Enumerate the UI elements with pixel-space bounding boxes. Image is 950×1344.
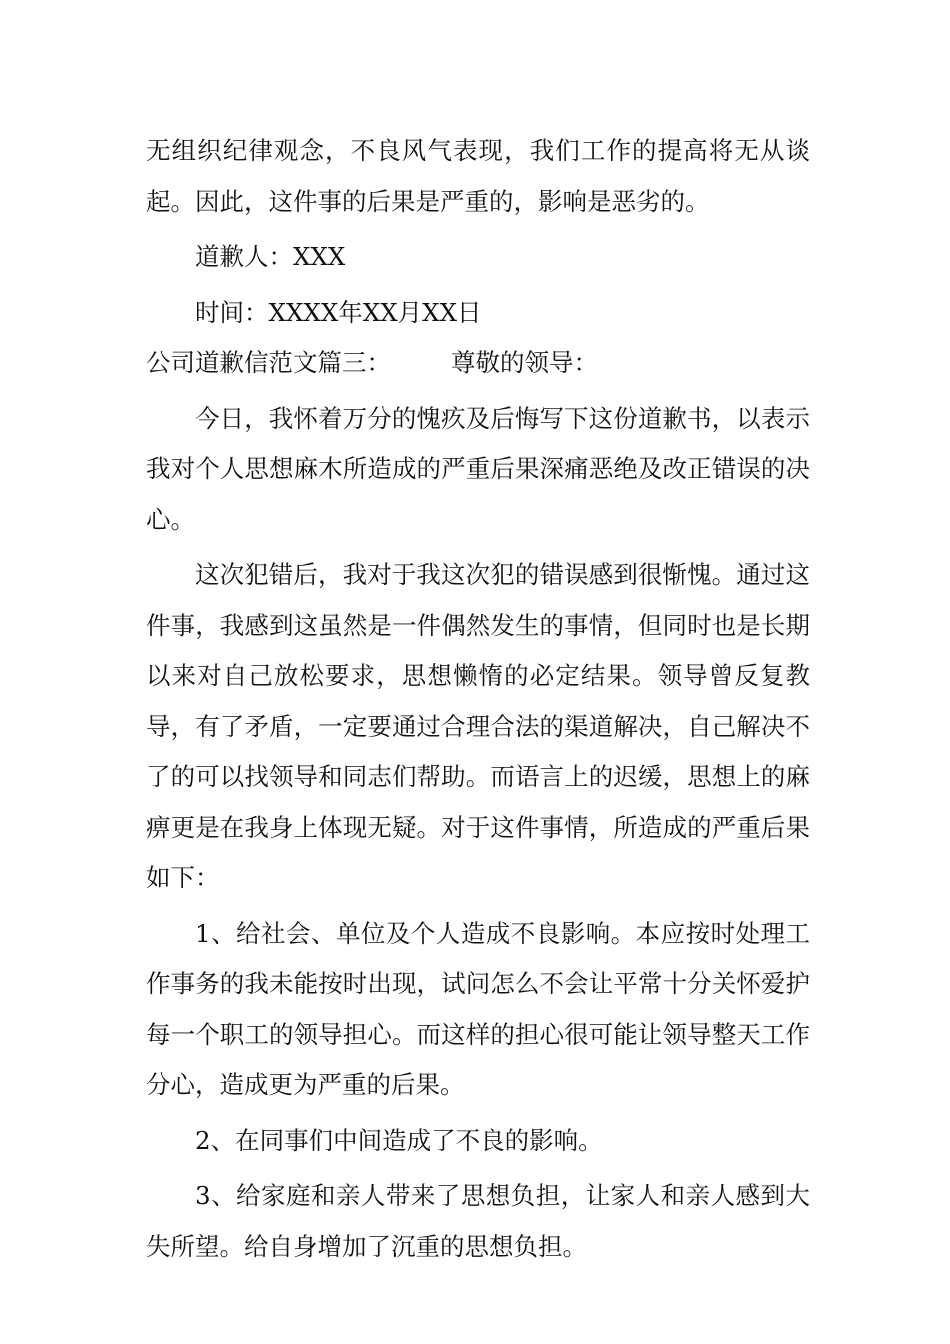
paragraph-continuation: 无组织纪律观念，不良风气表现，我们工作的提高将无从谈起。因此，这件事的后果是严重的，影响是恶劣的。: [146, 136, 810, 216]
signer-line: 道歉人：XXX: [195, 242, 346, 271]
list-item-1: 1、给社会、单位及个人造成不良影响。本应按时处理工作事务的我未能按时出现，试问怎么不会让平常十分关怀爱护每一个职工的领导担心。而这样的担心很可能让领导整天工作分心，造成更为严重的后果。: [146, 918, 810, 1099]
paragraph-intro: 今日，我怀着万分的愧疚及后悔写下这份道歉书，以表示我对个人思想麻木所造成的严重后果深痛恶绝及改正错误的决心。: [146, 403, 810, 534]
document-body: [146, 126, 810, 1272]
list-item-2: 2、在同事们中间造成了不良的影响。: [195, 1125, 603, 1155]
list-item-3: 3、给家庭和亲人带来了思想负担，让家人和亲人感到大失所望。给自身增加了沉重的思想负担。: [146, 1181, 810, 1261]
section-heading-line: [146, 338, 810, 389]
date-line: 时间：XXXX年XX月XX日: [195, 297, 482, 327]
paragraph-reflection: 这次犯错后，我对于我这次犯的错误感到很惭愧。通过这件事，我感到这虽然是一件偶然发生的事情，但同时也是长期以来对自己放松要求，思想懒惰的必定结果。领导曾反复教导，有了矛盾，一定要通过合理合法的渠道解决，自己解决不了的可以找领导和同志们帮助。而语言上的迟缓，思想上的麻痹更是在我身上体现无疑。对于这件事情，所造成的严重后果如下：: [146, 560, 810, 892]
section-title: 公司道歉信范文篇三：: [146, 348, 391, 377]
salutation: 尊敬的领导：: [451, 348, 598, 377]
